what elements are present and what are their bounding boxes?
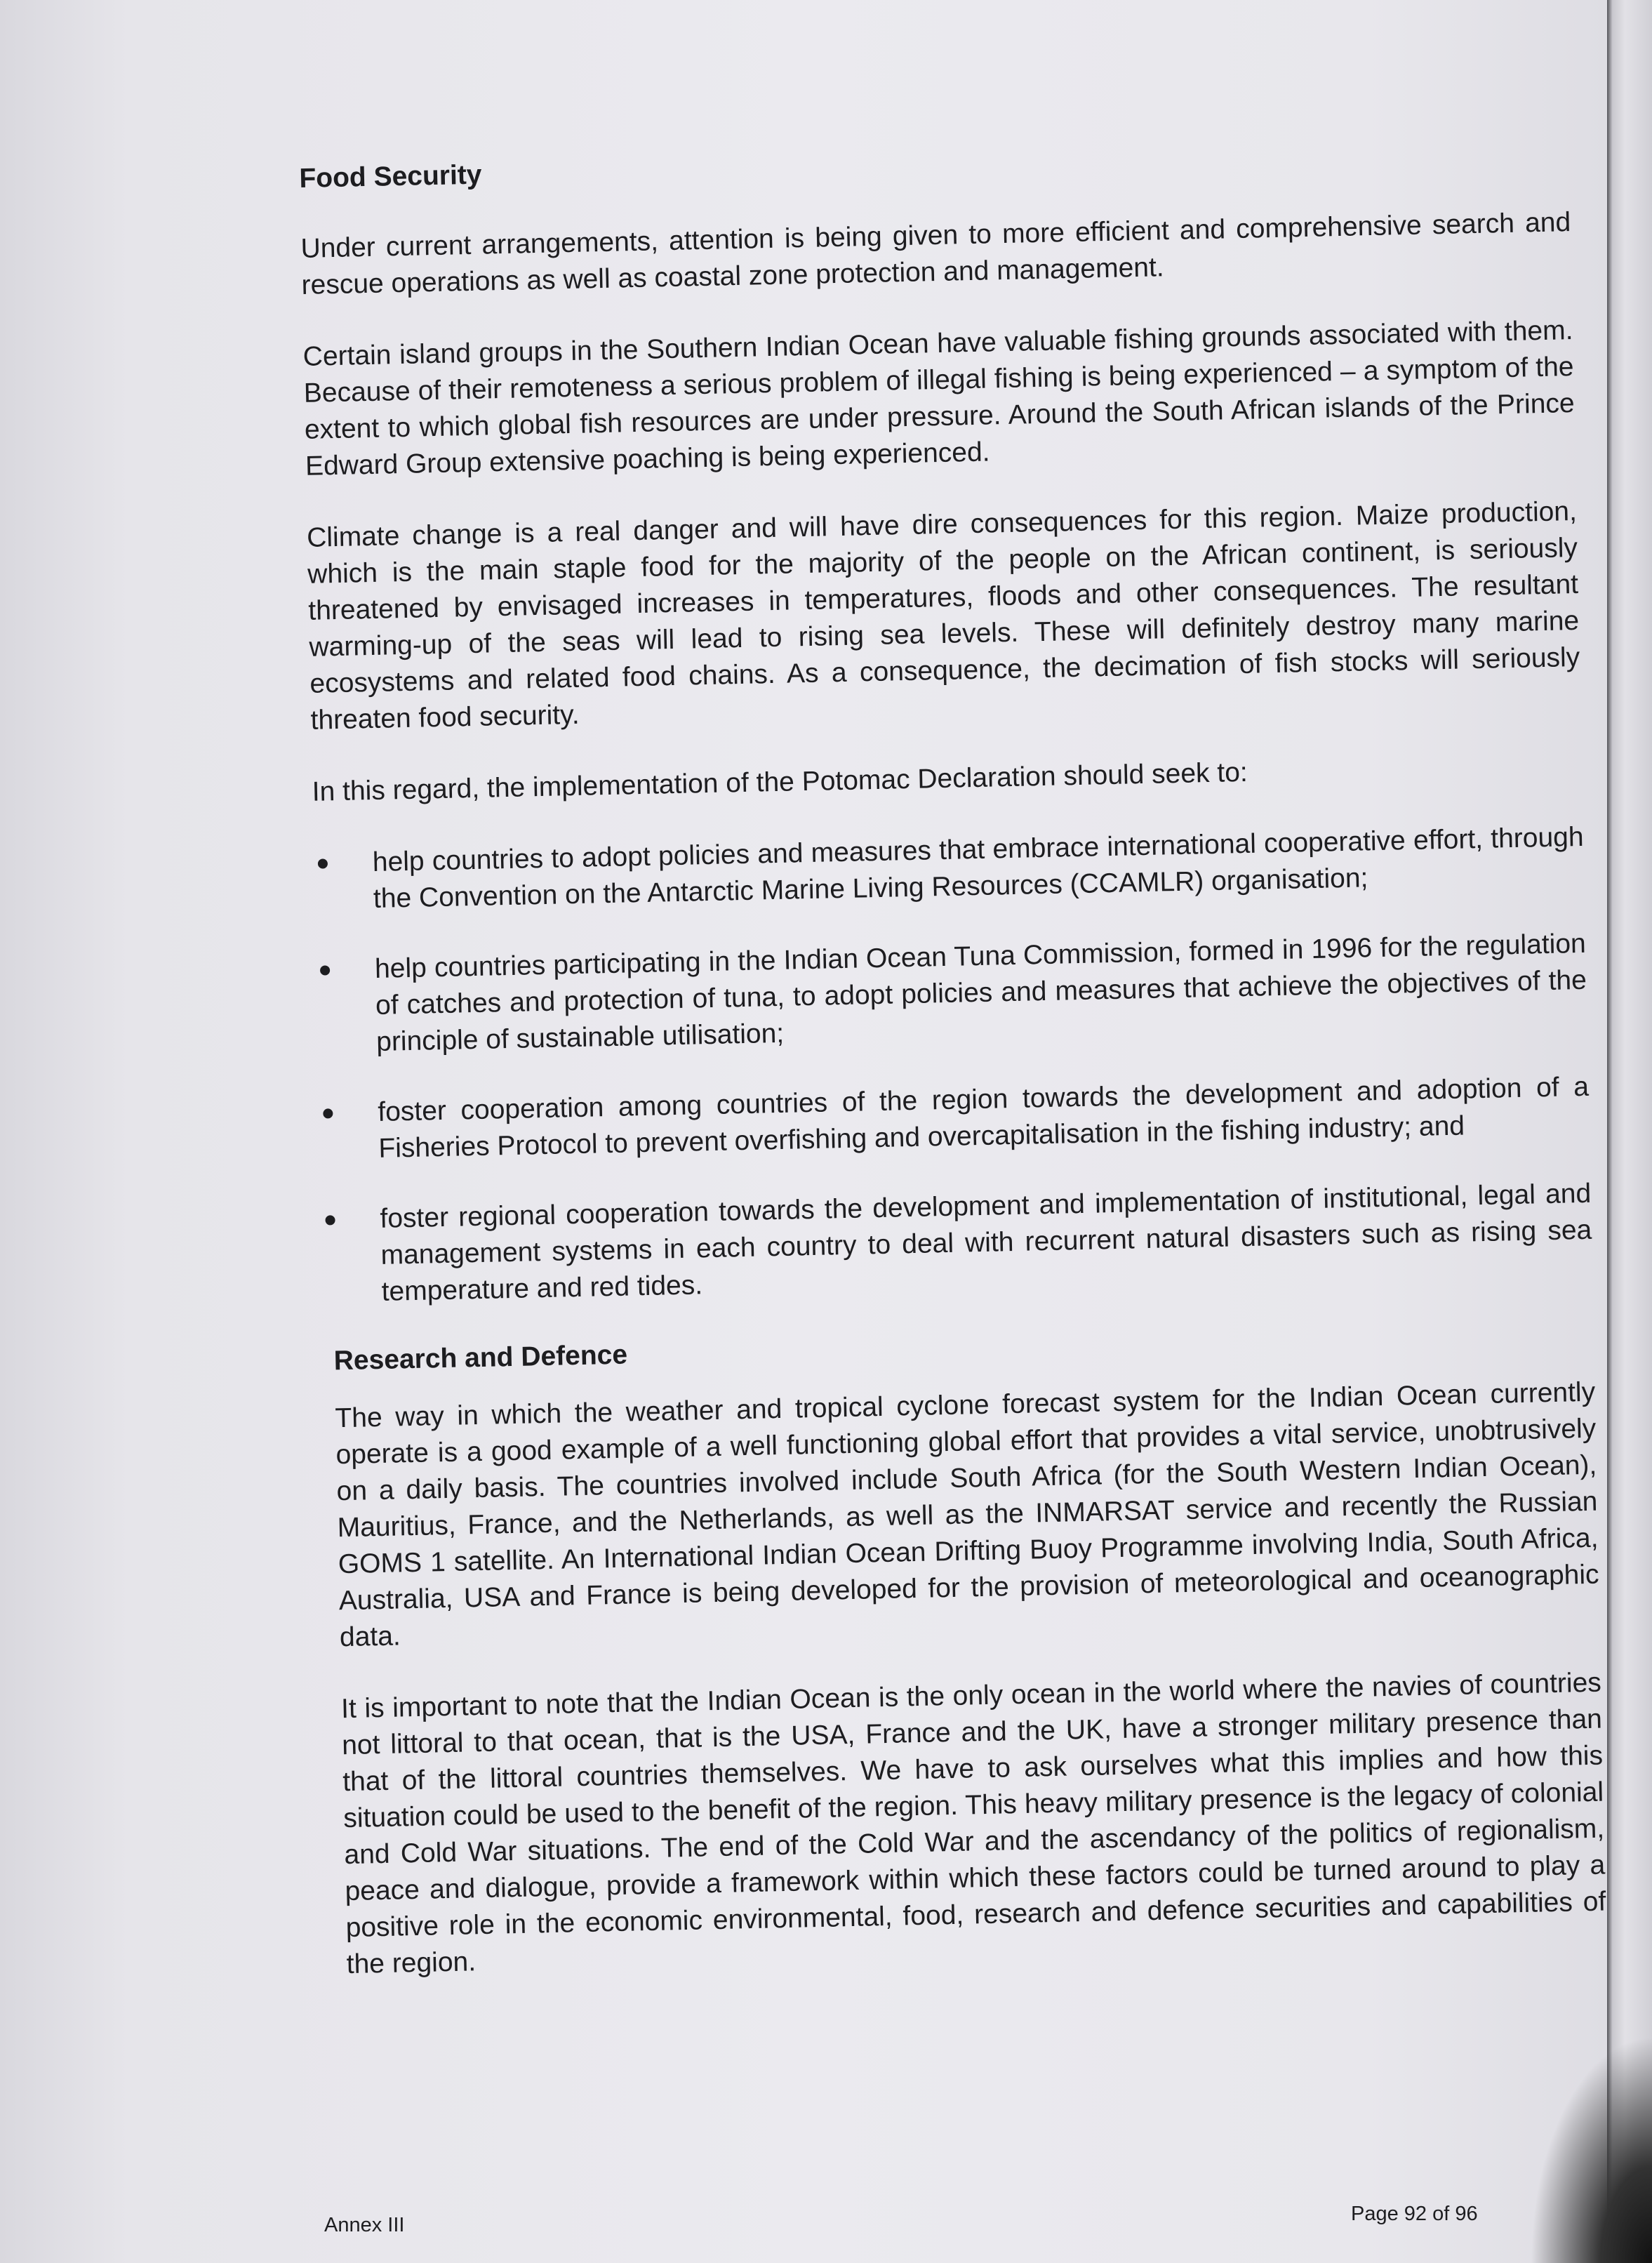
- paragraph: Under current arrangements, attention is being given to more efficient and comprehensive search and rescue operations as well as coastal zone protection and management.: [300, 206, 1571, 300]
- binding-shadow: [1530, 2036, 1652, 2263]
- bullet-text: help countries to adopt policies and measures that embrace international cooperative effort, through the Convention on the Antarctic Marine Living Resources (CCAMLR) organisation;: [372, 821, 1584, 914]
- adjacent-page-edge: [1607, 0, 1652, 2263]
- bullet-text: help countries participating in the Indian Ocean Tuna Commission, formed in 1996 for the regulation of catches and protection of tuna, to adopt policies and measures that achieve the objectives of the principle of sustainable utilisation;: [374, 928, 1587, 1057]
- bullet-item: [316, 926, 1588, 1062]
- section-heading-research-defence: Research and Defence: [333, 1339, 628, 1376]
- paragraph: Climate change is a real danger and will have dire consequences for this region. Maize production, which is the main staple food for the majority of the people on the African continent, is seriously threatened by envisaged increases in temperatures, floods and other consequences. The resultant warming-up of the seas will lead to rising sea levels. These will definitely destroy many marine ecosystems and related food chains. As a consequence, the decimation of fish stocks will seriously threaten food security.: [306, 496, 1580, 736]
- bullet-text: foster regional cooperation towards the development and implementation of institutional, legal and management systems in each country to deal with recurrent natural disasters such as rising sea temperature and red tides.: [380, 1178, 1592, 1307]
- paragraph: The way in which the weather and tropical cyclone forecast system for the Indian Ocean currently operate is a good example of a well functioning global effort that provides a vital service, unobtrusively on a daily basis. The countries involved include South Africa (for the South Western Indian Ocean), Mauritius, France, and the Netherlands, as well as the INMARSAT service and recently the Russian GOMS 1 satellite. An International Indian Ocean Drifting Buoy Programme involving India, South Africa, Australia, USA and France is being developed for the provision of meteorological and oceanographic data.: [335, 1376, 1599, 1652]
- bullet-item: [321, 1176, 1593, 1312]
- bullet-list: [313, 819, 1593, 1312]
- footer-annex-label: Annex III: [324, 2214, 405, 2236]
- bullet-icon: [320, 965, 330, 975]
- bullet-icon: [323, 1108, 333, 1118]
- paragraph: It is important to note that the Indian Ocean is the only ocean in the world where the navies of countries not littoral to that ocean, that is the USA, France and the UK, have a stronger military presence than that of the littoral countries themselves. We have to ask ourselves what this implies and how this situation could be used to the benefit of the region. This heavy military presence is the legacy of colonial and Cold War situations. The end of the Cold War and the ascendancy of the politics of regionalism, peace and dialogue, provide a framework within which these factors could be turned around to play a positive role in the economic environmental, food, research and defence securities and capabilities of the region.: [340, 1667, 1606, 1979]
- paragraph: Certain island groups in the Southern Indian Ocean have valuable fishing grounds associated with them. Because of their remoteness a serious problem of illegal fishing is being experienced – a symptom of the extent to which global fish resources are under pressure. Around the South African islands of the Prince Edward Group extensive poaching is being experienced.: [302, 314, 1576, 482]
- paragraph: In this regard, the implementation of the Potomac Declaration should seek to:: [312, 757, 1248, 807]
- footer-page-number: Page 92 of 96: [1351, 2203, 1478, 2225]
- bullet-item: [313, 819, 1585, 919]
- section-heading-food-security: Food Security: [299, 159, 482, 194]
- bullet-icon: [318, 858, 328, 868]
- page-content: [299, 136, 1607, 2018]
- bullet-item: [319, 1069, 1590, 1169]
- bullet-text: foster cooperation among countries of the region towards the development and adoption of a Fisheries Protocol to prevent overfishing and overcapitalisation in the fishing industry; and: [377, 1071, 1590, 1164]
- bullet-icon: [325, 1215, 335, 1225]
